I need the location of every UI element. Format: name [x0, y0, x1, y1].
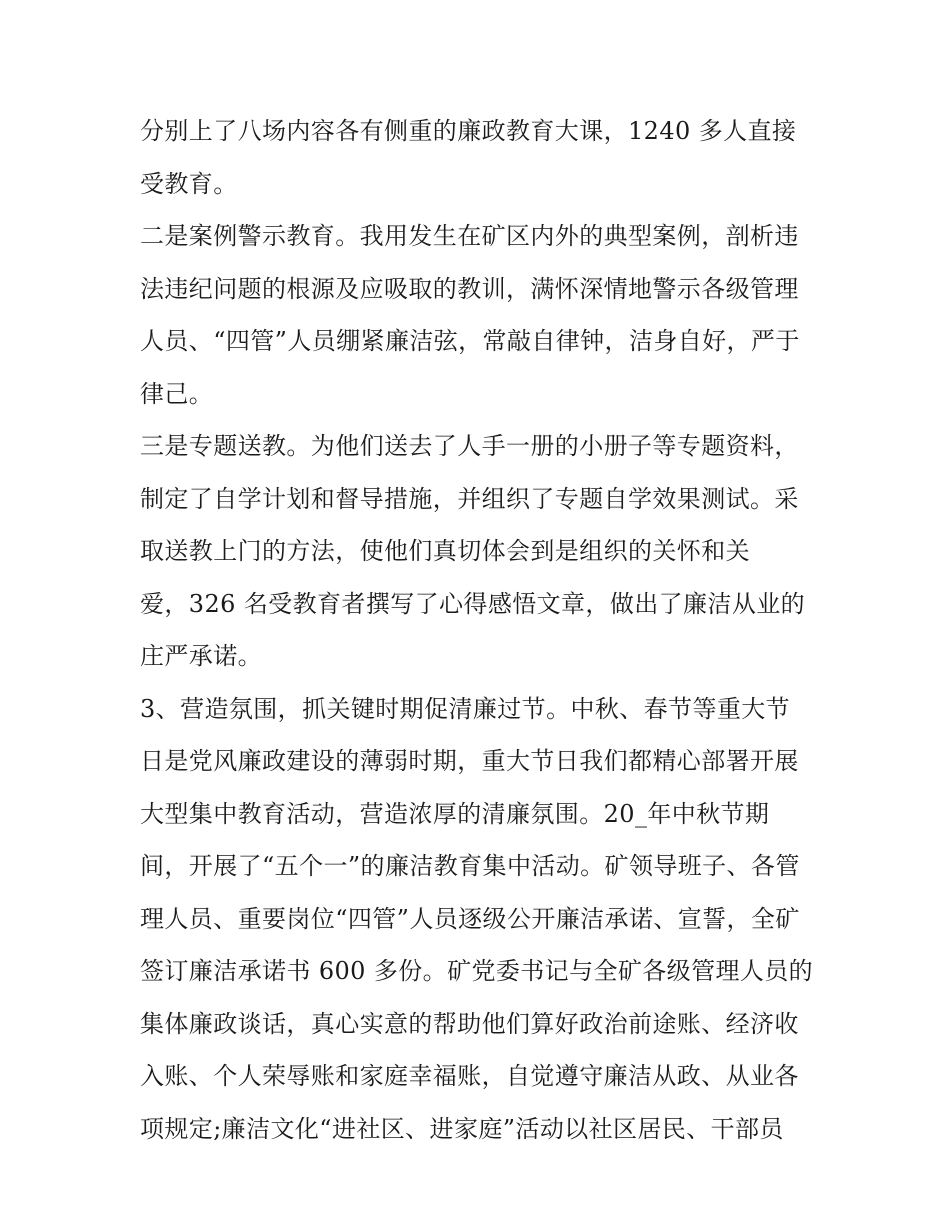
text-line: 签订廉洁承诺书 600 多份。矿党委书记与全矿各级管理人员的	[140, 957, 814, 985]
text-line: 人员、“四管”人员绷紧廉洁弦，常敲自律钟，洁身自好，严于	[140, 327, 800, 355]
text-line: 3、营造氛围，抓关键时期促清廉过节。中秋、春节等重大节	[140, 694, 791, 723]
text-line: 受教育。	[140, 169, 238, 198]
text-line: 分别上了八场内容各有侧重的廉政教育大课，1240 多人直接	[140, 117, 797, 145]
text-line: 入账、个人荣辱账和家庭幸福账，自觉遵守廉洁从政、从业各	[140, 1062, 799, 1090]
text-line: 法违纪问题的根源及应吸取的教训，满怀深情地警示各级管理	[140, 274, 799, 303]
document-page	[140, 110, 820, 1160]
text-line: 律己。	[140, 379, 214, 408]
text-line: 间，开展了“五个一”的廉洁教育集中活动。矿领导班子、各管	[140, 852, 800, 880]
text-line: 制定了自学计划和督导措施，并组织了专题自学效果测试。采	[140, 484, 799, 513]
text-line: 项规定;廉洁文化“进社区、进家庭”活动以社区居民、干部员	[140, 1114, 784, 1143]
text-line: 三是专题送教。为他们送去了人手一册的小册子等专题资料，	[140, 432, 799, 460]
text-line: 集体廉政谈话，真心实意的帮助他们算好政治前途账、经济收	[140, 1009, 799, 1038]
text-line: 理人员、重要岗位“四管”人员逐级公开廉洁承诺、宣誓，全矿	[140, 904, 800, 933]
text-line: 日是党风廉政建设的薄弱时期，重大节日我们都精心部署开展	[140, 747, 799, 775]
text-line: 庄严承诺。	[140, 642, 262, 670]
text-line: 二是案例警示教育。我用发生在矿区内外的典型案例，剖析违	[140, 222, 799, 250]
text-line: 爱，326 名受教育者撰写了心得感悟文章，做出了廉洁从业的	[140, 589, 806, 618]
text-line: 取送教上门的方法，使他们真切体会到是组织的关怀和关	[140, 537, 750, 565]
text-line: 大型集中教育活动，营造浓厚的清廉氛围。20_年中秋节期	[140, 799, 770, 828]
